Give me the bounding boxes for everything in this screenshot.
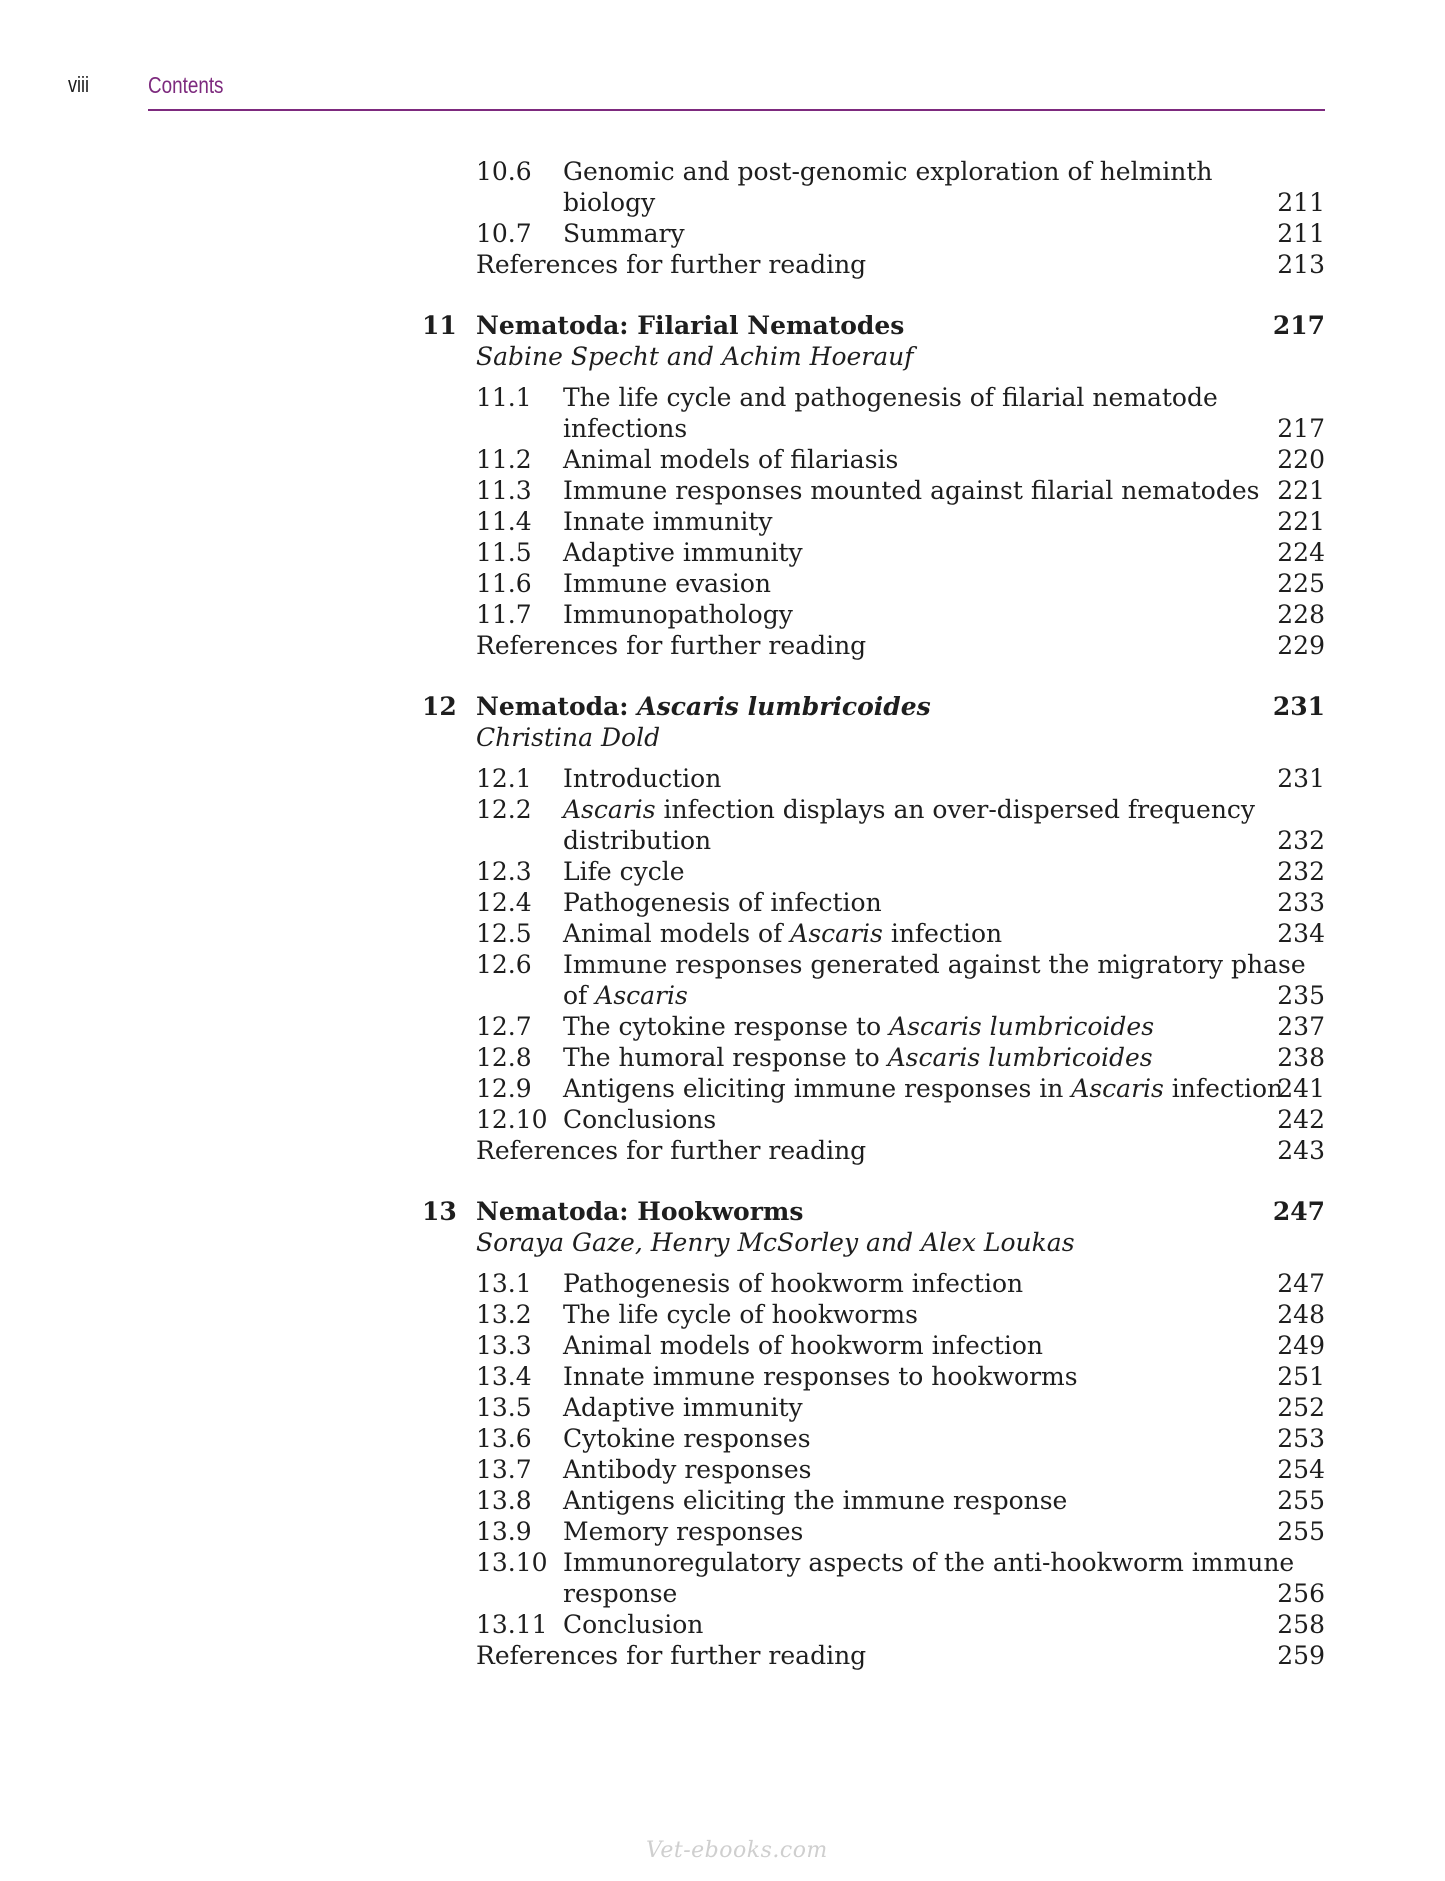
section-number: 13.11 bbox=[476, 1610, 548, 1639]
page-ref: 253 bbox=[1277, 1424, 1325, 1453]
section-number: 11.6 bbox=[476, 569, 532, 598]
page-ref: 238 bbox=[1277, 1043, 1325, 1072]
section-number: 11.2 bbox=[476, 445, 532, 474]
page-ref: 255 bbox=[1277, 1517, 1325, 1546]
section-title: Summary bbox=[563, 219, 685, 248]
page-ref: 251 bbox=[1277, 1362, 1325, 1391]
section-number: 12.8 bbox=[476, 1043, 532, 1072]
section-number: 11.3 bbox=[476, 476, 532, 505]
chapter-title: Nematoda: Hookworms bbox=[476, 1197, 804, 1226]
section-number: 13.6 bbox=[476, 1424, 532, 1453]
page-ref: 211 bbox=[1277, 219, 1325, 248]
section-title: infections bbox=[563, 414, 688, 443]
section-title: Immunoregulatory aspects of the anti-hookworm immune bbox=[563, 1548, 1295, 1577]
page-ref: 225 bbox=[1277, 569, 1325, 598]
section-title: Antigens eliciting the immune response bbox=[563, 1486, 1068, 1515]
section-number: 12.2 bbox=[476, 795, 532, 824]
page-ref: 217 bbox=[1277, 414, 1325, 443]
page-ref: 247 bbox=[1277, 1269, 1325, 1298]
page-ref: 234 bbox=[1277, 919, 1325, 948]
section-number: 12.4 bbox=[476, 888, 532, 917]
page-ref: 224 bbox=[1277, 538, 1325, 567]
section-number: 12.10 bbox=[476, 1105, 548, 1134]
page-ref: 232 bbox=[1277, 826, 1325, 855]
page-ref: 255 bbox=[1277, 1486, 1325, 1515]
section-title: Memory responses bbox=[563, 1517, 804, 1546]
section-title: Antibody responses bbox=[563, 1455, 812, 1484]
page-ref: 221 bbox=[1277, 507, 1325, 536]
page-ref: 241 bbox=[1277, 1074, 1325, 1103]
page-ref: 211 bbox=[1277, 188, 1325, 217]
page-ref: 213 bbox=[1277, 250, 1325, 279]
section-number: 13.7 bbox=[476, 1455, 532, 1484]
page-ref: 248 bbox=[1277, 1300, 1325, 1329]
section-number: 13.5 bbox=[476, 1393, 532, 1422]
chapter-title: Nematoda: Filarial Nematodes bbox=[476, 311, 905, 340]
section-title: Adaptive immunity bbox=[563, 1393, 803, 1422]
section-title: distribution bbox=[563, 826, 712, 855]
section-title: of Ascaris bbox=[563, 981, 688, 1010]
section-number: 11.1 bbox=[476, 383, 532, 412]
page-ref: 235 bbox=[1277, 981, 1325, 1010]
section-title: Introduction bbox=[563, 764, 722, 793]
chapter-page: 247 bbox=[1272, 1197, 1325, 1226]
section-number: 12.1 bbox=[476, 764, 532, 793]
chapter-title: Nematoda: Ascaris lumbricoides bbox=[476, 692, 931, 721]
chapter-authors: Sabine Specht and Achim Hoerauf bbox=[476, 342, 914, 371]
section-title: The life cycle of hookworms bbox=[563, 1300, 918, 1329]
chapter-page: 231 bbox=[1272, 692, 1325, 721]
section-title: Innate immunity bbox=[563, 507, 773, 536]
section-title: Conclusions bbox=[563, 1105, 717, 1134]
section-title: Animal models of Ascaris infection bbox=[563, 919, 1003, 948]
section-title: Animal models of hookworm infection bbox=[563, 1331, 1044, 1360]
section-title: Cytokine responses bbox=[563, 1424, 811, 1453]
section-title: Life cycle bbox=[563, 857, 685, 886]
page-ref: 233 bbox=[1277, 888, 1325, 917]
section-number: 11.4 bbox=[476, 507, 532, 536]
section-title: Conclusion bbox=[563, 1610, 704, 1639]
references-entry: References for further reading bbox=[476, 1136, 867, 1165]
section-title: Genomic and post-genomic exploration of helminth bbox=[563, 157, 1213, 186]
chapter-page: 217 bbox=[1272, 311, 1325, 340]
section-title: Immune responses mounted against filarial nematodes bbox=[563, 476, 1260, 505]
section-number: 13.8 bbox=[476, 1486, 532, 1515]
section-number: 12.3 bbox=[476, 857, 532, 886]
section-title: Pathogenesis of hookworm infection bbox=[563, 1269, 1024, 1298]
chapter-authors: Christina Dold bbox=[476, 723, 661, 752]
section-title: Innate immune responses to hookworms bbox=[563, 1362, 1078, 1391]
references-entry: References for further reading bbox=[476, 250, 867, 279]
section-title: Immunopathology bbox=[563, 600, 793, 629]
page-ref: 252 bbox=[1277, 1393, 1325, 1422]
section-title: The humoral response to Ascaris lumbricoides bbox=[563, 1043, 1153, 1072]
section-title: Pathogenesis of infection bbox=[563, 888, 882, 917]
references-entry: References for further reading bbox=[476, 631, 867, 660]
section-title: The life cycle and pathogenesis of filarial nematode bbox=[563, 383, 1218, 412]
section-title: Immune responses generated against the migratory phase bbox=[563, 950, 1306, 979]
page-ref: 232 bbox=[1277, 857, 1325, 886]
page-ref: 254 bbox=[1277, 1455, 1325, 1484]
section-title: Animal models of filariasis bbox=[563, 445, 899, 474]
section-number: 12.9 bbox=[476, 1074, 532, 1103]
section-number: 13.10 bbox=[476, 1548, 548, 1577]
section-number: 12.6 bbox=[476, 950, 532, 979]
section-number: 10.7 bbox=[476, 219, 532, 248]
section-number: 11.7 bbox=[476, 600, 532, 629]
references-entry: References for further reading bbox=[476, 1641, 867, 1670]
chapter-number: 12 bbox=[422, 692, 457, 721]
section-number: 12.5 bbox=[476, 919, 532, 948]
page-ref: 243 bbox=[1277, 1136, 1325, 1165]
section-number: 10.6 bbox=[476, 157, 532, 186]
chapter-number: 13 bbox=[422, 1197, 457, 1226]
page-ref: 228 bbox=[1277, 600, 1325, 629]
section-title: response bbox=[563, 1579, 678, 1608]
chapter-number: 11 bbox=[422, 311, 457, 340]
section-title: biology bbox=[563, 188, 656, 217]
section-number: 12.7 bbox=[476, 1012, 532, 1041]
page-ref: 256 bbox=[1277, 1579, 1325, 1608]
page-number: viii bbox=[68, 72, 90, 97]
watermark: Vet-ebooks.com bbox=[646, 1838, 828, 1863]
section-number: 11.5 bbox=[476, 538, 532, 567]
section-number: 13.2 bbox=[476, 1300, 532, 1329]
page-ref: 237 bbox=[1277, 1012, 1325, 1041]
running-head: Contents bbox=[148, 72, 224, 98]
page-ref: 259 bbox=[1277, 1641, 1325, 1670]
section-number: 13.4 bbox=[476, 1362, 532, 1391]
page-ref: 258 bbox=[1277, 1610, 1325, 1639]
page-ref: 229 bbox=[1277, 631, 1325, 660]
section-number: 13.9 bbox=[476, 1517, 532, 1546]
section-title: The cytokine response to Ascaris lumbricoides bbox=[563, 1012, 1155, 1041]
section-title: Antigens eliciting immune responses in Ascaris infection bbox=[563, 1074, 1284, 1103]
section-title: Immune evasion bbox=[563, 569, 772, 598]
page-ref: 249 bbox=[1277, 1331, 1325, 1360]
section-number: 13.3 bbox=[476, 1331, 532, 1360]
page-ref: 242 bbox=[1277, 1105, 1325, 1134]
section-title: Adaptive immunity bbox=[563, 538, 803, 567]
section-number: 13.1 bbox=[476, 1269, 532, 1298]
page-ref: 231 bbox=[1277, 764, 1325, 793]
page-ref: 220 bbox=[1277, 445, 1325, 474]
chapter-authors: Soraya Gaze, Henry McSorley and Alex Loukas bbox=[476, 1228, 1075, 1257]
section-title: Ascaris infection displays an over-dispersed frequency bbox=[563, 795, 1256, 824]
page-ref: 221 bbox=[1277, 476, 1325, 505]
